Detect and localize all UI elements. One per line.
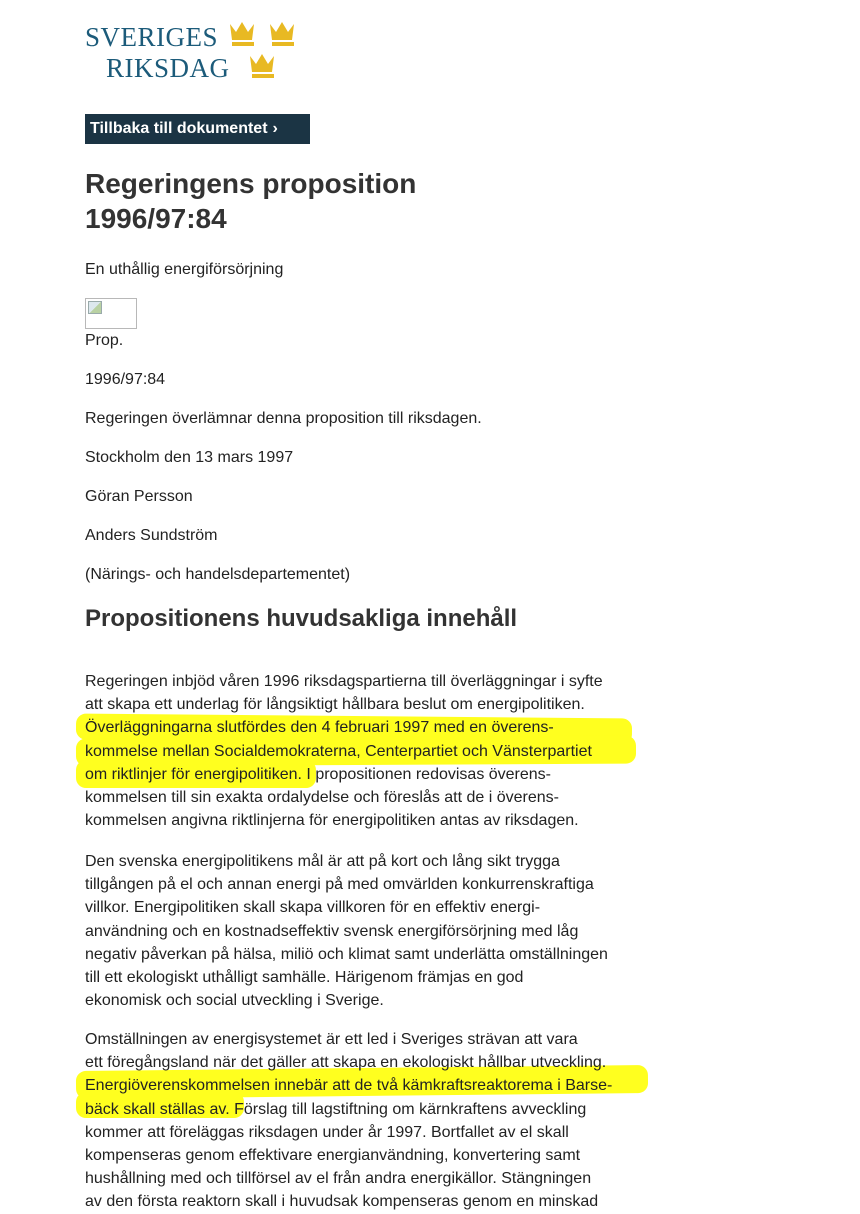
text-line: [85, 763, 645, 786]
paragraph-1: [85, 670, 645, 832]
text-line: till ett ekologiskt uthålligt samhälle. Härigenom främjas en god: [85, 969, 524, 987]
paragraph-2: [85, 850, 645, 1012]
text-line: tillgången på el och annan energi på med omvärlden konkurrenskraftiga: [85, 876, 594, 894]
department: (Närings- och handelsdepartementet): [85, 566, 351, 583]
text-line: Energiöverenskommelsen innebär att de två kämkraftsreaktorema i Barse-: [85, 1077, 613, 1095]
back-to-document-button[interactable]: [85, 114, 310, 144]
riksdag-logo[interactable]: [85, 14, 315, 84]
chevron-right-icon: ›: [272, 120, 278, 137]
text-line: villkor. Energipolitiken skall skapa villkoren för en effektiv energi-: [85, 899, 541, 917]
place-date: Stockholm den 13 mars 1997: [85, 449, 294, 466]
broken-image-icon: [85, 298, 137, 329]
text-line: Överläggningarna slutfördes den 4 februari 1997 med en överens-: [85, 719, 554, 737]
text-segment: I propositionen redovisas överens-: [301, 765, 552, 783]
text-line: kommelsen till sin exakta ordalydelse och föreslås att de i överens-: [85, 789, 559, 807]
title-line-1: Regeringens proposition: [85, 168, 417, 199]
text-line: kommelsen angivna riktlinjerna för energipolitiken antas av riksdagen.: [85, 812, 579, 830]
logo-text-riksdag: RIKSDAG: [106, 53, 230, 83]
text-line: kommer att föreläggas riksdagen under år 1997. Bortfallet av el skall: [85, 1123, 569, 1141]
text-line: kompenseras genom effektivare energianvändning, konvertering samt: [85, 1147, 581, 1165]
text-line: av den första reaktorn skall i huvudsak kompenseras genom en minskad: [85, 1193, 599, 1211]
text-line: ekonomisk och social utveckling i Sverige.: [85, 992, 384, 1010]
signer-1: Göran Persson: [85, 488, 193, 505]
text-line: hushållning med och tillförsel av el från andra energikällor. Stängningen: [85, 1170, 592, 1188]
text-line: negativ påverkan på hälsa, miliö och klimat samt underlätta omställningen: [85, 945, 608, 963]
text-line: [85, 1098, 645, 1121]
title-line-2: 1996/97:84: [85, 203, 227, 234]
text-line: Omställningen av energisystemet är ett led i Sveriges strävan att vara: [85, 1031, 578, 1048]
section-heading: Propositionens huvudsakliga innehåll: [85, 605, 518, 632]
text-segment: bäck skall ställas av.: [85, 1100, 230, 1118]
three-crowns-icon: [228, 16, 308, 82]
text-line: Den svenska energipolitikens mål är att på kort och lång sikt trygga: [85, 853, 560, 870]
text-segment: om riktlinjer för energipolitiken.: [85, 765, 302, 783]
subtitle: En uthållig energiförsörjning: [85, 261, 284, 278]
text-line: Regeringen inbjöd våren 1996 riksdagspartierna till överläggningar i syfte: [85, 673, 603, 690]
text-segment: Förslag till lagstiftning om kärnkraftens avveckling: [229, 1100, 587, 1118]
logo-text-sveriges: SVERIGES: [85, 22, 219, 52]
paragraph-3: [85, 1028, 645, 1214]
prop-label: Prop.: [85, 332, 124, 349]
text-line: ett föregångsland när det gäller att skapa en ekologiskt hållbar utveckling.: [85, 1054, 607, 1072]
text-line: att skapa ett underlag för långsiktigt hållbara beslut om energipolitiken.: [85, 696, 585, 714]
prop-number: 1996/97:84: [85, 371, 166, 388]
text-line: användning och en kostnadseffektiv svensk energiförsörjning med låg: [85, 922, 579, 940]
signer-2: Anders Sundström: [85, 527, 218, 544]
submission-text: Regeringen överlämnar denna proposition till riksdagen.: [85, 410, 482, 427]
text-line: kommelse mellan Socialdemokraterna, Centerpartiet och Vänsterpartiet: [85, 742, 592, 760]
page-title: [85, 166, 416, 236]
back-button-label: Tillbaka till dokumentet: [90, 120, 268, 137]
